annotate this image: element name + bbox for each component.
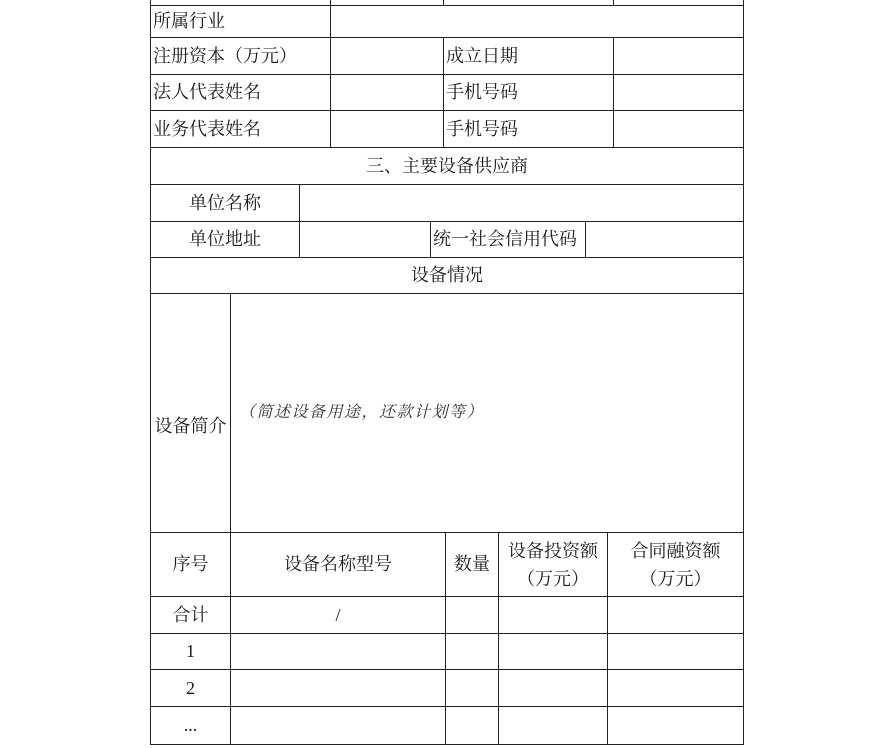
row1-financing-cell[interactable] [608, 634, 743, 669]
unit-address-row [151, 222, 743, 258]
row1-investment-cell[interactable] [499, 634, 608, 669]
legal-rep-name-cell[interactable] [331, 75, 444, 110]
row2-qty-cell[interactable] [446, 670, 499, 706]
equipment-intro-hint-cell[interactable] [231, 294, 743, 532]
cutoff-cell-4 [614, 0, 743, 5]
equipment-intro-hint: （简述设备用途，还款计划等） [239, 404, 485, 421]
header-financing [608, 533, 743, 596]
total-name-cell: / [231, 597, 446, 633]
legal-rep-phone-cell[interactable] [614, 75, 743, 110]
unit-address-value-cell[interactable] [300, 222, 431, 257]
unit-name-value-cell[interactable] [300, 185, 743, 221]
table-row-total [151, 597, 743, 634]
cutoff-cell-3 [444, 0, 614, 5]
unit-address-label: 单位地址 [151, 222, 300, 257]
row2-investment-cell[interactable] [499, 670, 608, 706]
total-seq-cell: 合计 [151, 597, 231, 633]
table-row-2 [151, 670, 743, 707]
header-name: 设备名称型号 [231, 533, 446, 596]
row1-qty-cell[interactable] [446, 634, 499, 669]
equipment-status-title: 设备情况 [411, 265, 483, 286]
header-financing-line1: 合同融资额 [630, 540, 721, 561]
total-financing-cell[interactable] [608, 597, 743, 633]
company-equipment-form [150, 0, 744, 745]
capital-date-row [151, 38, 743, 75]
registered-capital-label: 注册资本（万元） [151, 38, 331, 74]
legal-rep-row [151, 75, 743, 111]
equipment-intro-label: 设备简介 [151, 294, 231, 532]
supplier-section-title: 三、主要设备供应商 [366, 155, 528, 176]
row2-name-cell[interactable] [231, 670, 446, 706]
business-rep-row [151, 111, 743, 148]
row2-seq-cell: 2 [151, 670, 231, 706]
industry-label: 所属行业 [151, 6, 331, 37]
header-investment-line1: 设备投资额 [508, 540, 598, 561]
business-rep-name-cell[interactable] [331, 111, 444, 147]
cutoff-cell-1 [151, 0, 331, 5]
rowdots-seq-cell: ... [151, 707, 231, 744]
header-seq: 序号 [151, 533, 231, 596]
rowdots-investment-cell[interactable] [499, 707, 608, 744]
credit-code-label: 统一社会信用代码 [431, 222, 586, 257]
business-rep-phone-cell[interactable] [614, 111, 743, 147]
rowdots-name-cell[interactable] [231, 707, 446, 744]
row1-name-cell[interactable] [231, 634, 446, 669]
header-financing-line2: （万元） [639, 568, 712, 589]
table-row-ellipsis [151, 707, 743, 744]
row2-financing-cell[interactable] [608, 670, 743, 706]
legal-rep-phone-label: 手机号码 [444, 75, 614, 110]
unit-name-label: 单位名称 [151, 185, 300, 221]
rowdots-financing-cell[interactable] [608, 707, 743, 744]
rowdots-qty-cell[interactable] [446, 707, 499, 744]
table-row-1 [151, 634, 743, 670]
equipment-intro-row [151, 294, 743, 533]
industry-row [151, 6, 743, 38]
equipment-status-row [151, 258, 743, 294]
legal-rep-label: 法人代表姓名 [151, 75, 331, 110]
total-qty-cell[interactable] [446, 597, 499, 633]
header-investment-line2: （万元） [517, 568, 589, 589]
supplier-section-row [151, 148, 743, 185]
equipment-table-header-row [151, 533, 743, 597]
credit-code-value-cell[interactable] [586, 222, 743, 257]
establish-date-value-cell[interactable] [614, 38, 743, 74]
header-investment [499, 533, 608, 596]
business-rep-label: 业务代表姓名 [151, 111, 331, 147]
establish-date-label: 成立日期 [444, 38, 614, 74]
cutoff-cell-2 [331, 0, 444, 5]
industry-value-cell[interactable] [331, 6, 743, 37]
header-qty: 数量 [446, 533, 499, 596]
business-rep-phone-label: 手机号码 [444, 111, 614, 147]
registered-capital-value-cell[interactable] [331, 38, 444, 74]
row1-seq-cell: 1 [151, 634, 231, 669]
total-investment-cell[interactable] [499, 597, 608, 633]
unit-name-row [151, 185, 743, 222]
